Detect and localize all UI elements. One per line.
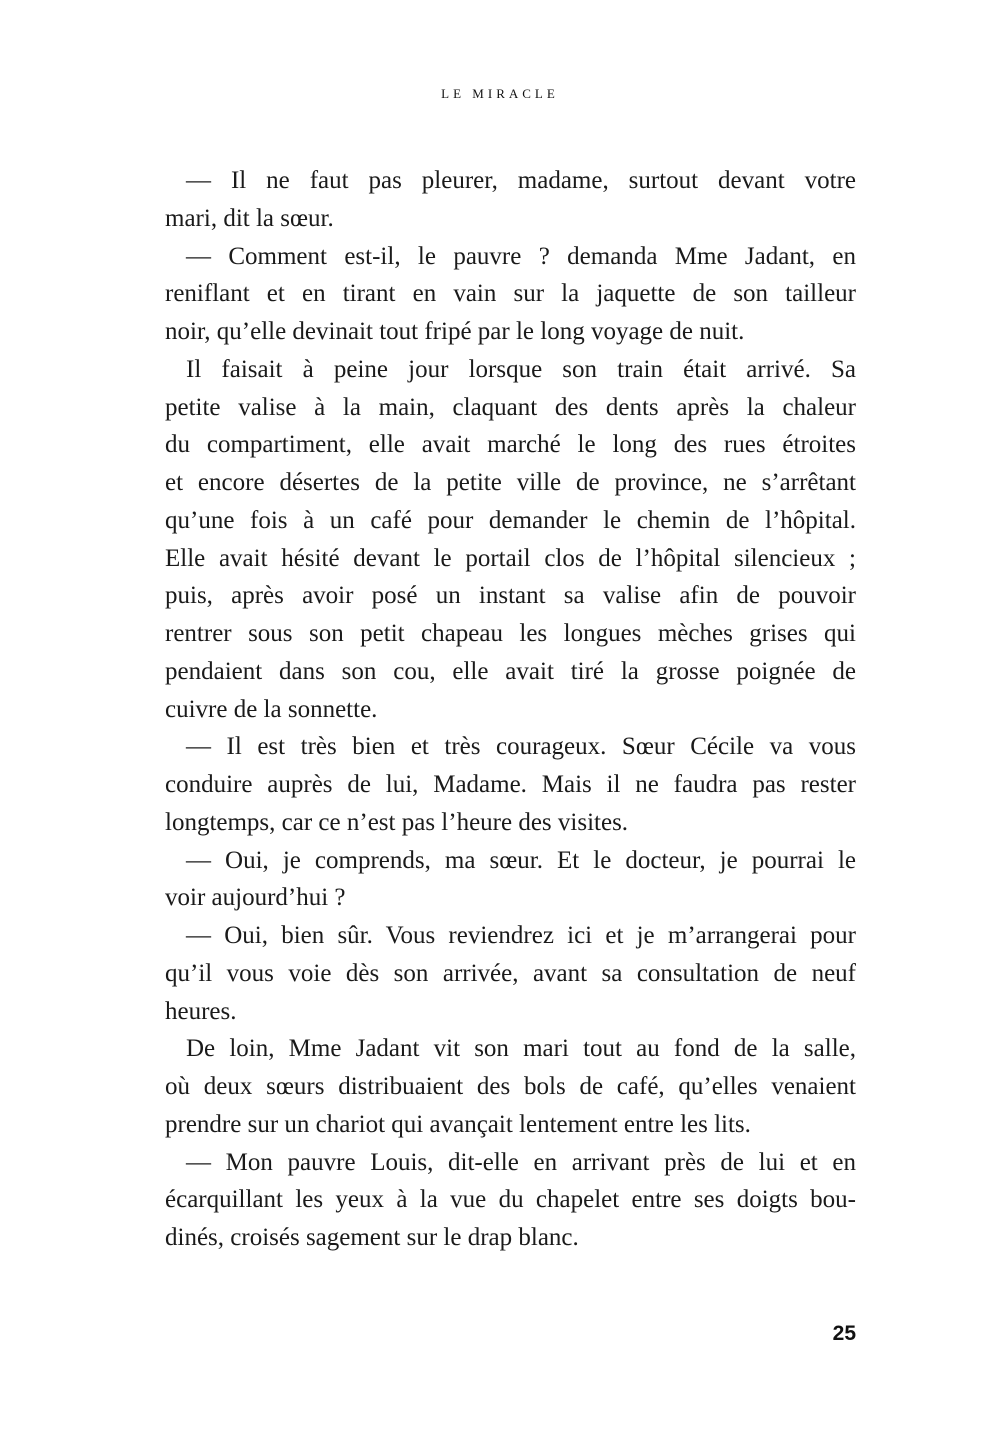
text-line: et encore désertes de la petite ville de province, ne s’arrêtant [165, 469, 856, 496]
text-line: où deux sœurs distribuaient des bols de café, qu’elles venaient [165, 1073, 856, 1100]
text-line: — Comment est-il, le pauvre ? demanda Mme Jadant, en [186, 242, 856, 270]
text-line: — Il ne faut pas pleurer, madame, surtout devant votre [186, 167, 856, 194]
text-line: pendaient dans son cou, elle avait tiré la grosse poignée de [165, 657, 856, 685]
text-line: écarquillant les yeux à la vue du chapelet entre ses doigts bou- [165, 1186, 856, 1214]
text-line: heures. [165, 997, 237, 1025]
text-line: longtemps, car ce n’est pas l’heure des visites. [165, 808, 629, 836]
text-line: voir aujourd’hui ? [165, 884, 346, 912]
text-line: Elle avait hésité devant le portail clos de l’hôpital silencieux ; [165, 544, 856, 572]
text-line: petite valise à la main, claquant des dents après la chaleur [165, 393, 856, 421]
running-title: LE MIRACLE [441, 86, 559, 101]
text-line: reniflant et en tirant en vain sur la jaquette de son tailleur [165, 280, 856, 308]
text-line: conduire auprès de lui, Madame. Mais il ne faudra pas rester [165, 771, 856, 798]
text-line: mari, dit la sœur. [165, 204, 334, 232]
text-line: dinés, croisés sagement sur le drap blanc. [165, 1224, 579, 1251]
page-number: 25 [832, 1322, 856, 1345]
text-line: rentrer sous son petit chapeau les longues mèches grises qui [165, 620, 856, 647]
text-line: puis, après avoir posé un instant sa valise afin de pouvoir [165, 582, 856, 610]
text-line: qu’il vous voie dès son arrivée, avant sa consultation de neuf [165, 959, 856, 987]
text-line: De loin, Mme Jadant vit son mari tout au fond de la salle, [186, 1035, 856, 1063]
body-text [165, 162, 856, 1257]
text-line: — Mon pauvre Louis, dit-elle en arrivant près de lui et en [186, 1148, 856, 1176]
text-line: cuivre de la sonnette. [165, 695, 378, 723]
text-line: du compartiment, elle avait marché le long des rues étroites [165, 431, 856, 459]
text-line: noir, qu’elle devinait tout fripé par le long voyage de nuit. [165, 318, 745, 345]
text-line: Il faisait à peine jour lorsque son train était arrivé. Sa [186, 355, 856, 383]
text-line: — Il est très bien et très courageux. Sœur Cécile va vous [186, 733, 856, 761]
text-line: — Oui, bien sûr. Vous reviendrez ici et je m’arrangerai pour [186, 922, 856, 949]
text-line: qu’une fois à un café pour demander le chemin de l’hôpital. [165, 506, 856, 534]
text-line: — Oui, je comprends, ma sœur. Et le docteur, je pourrai le [186, 846, 856, 874]
text-line: prendre sur un chariot qui avançait lentement entre les lits. [165, 1110, 751, 1138]
